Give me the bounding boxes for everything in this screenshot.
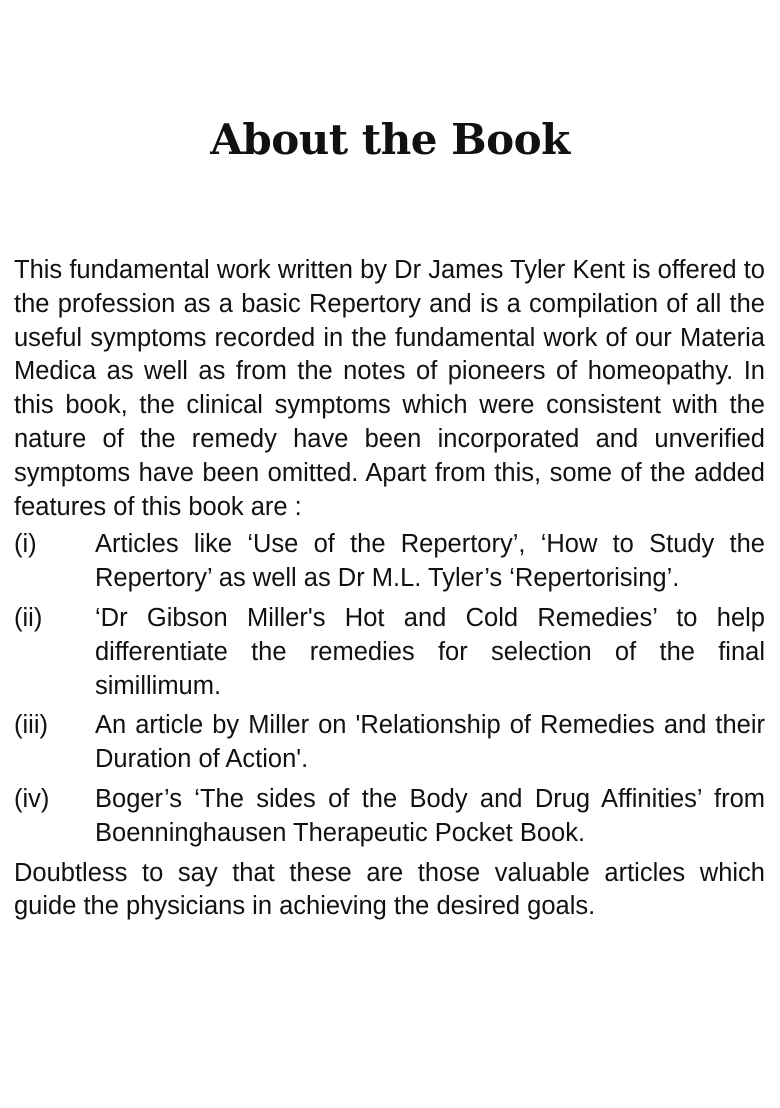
feature-item xyxy=(14,602,765,703)
feature-marker: (iii) xyxy=(14,711,48,740)
feature-marker: (iv) xyxy=(14,784,50,813)
feature-marker: (i) xyxy=(14,530,37,559)
feature-item xyxy=(14,783,765,851)
feature-text: Articles like ‘Use of the Repertory’, ‘How to Study the Repertory’ as well as Dr M.L. Tyler’s ‘Repertorising’. xyxy=(95,530,765,593)
features-list xyxy=(14,528,765,850)
feature-marker: (ii) xyxy=(14,603,43,632)
page-title: About the Book xyxy=(210,115,570,164)
intro-paragraph: This fundamental work written by Dr James Tyler Kent is offered to the profession as a basic Repertory and is a compilation of all the useful symptoms recorded in the fundamental work of our Materia Medica as well as from the notes of pioneers of homeopathy. In this book, the clinical symptoms which were consistent with the nature of the remedy have been incorporated and unverified symptoms have been omitted. Apart from this, some of the added features of this book are : xyxy=(14,256,765,521)
closing-paragraph: Doubtless to say that these are those valuable articles which guide the physicians in achieving the desired goals. xyxy=(14,858,765,921)
feature-item xyxy=(14,709,765,777)
about-body xyxy=(14,254,765,924)
feature-text: Boger’s ‘The sides of the Body and Drug Affinities’ from Boenninghausen Therapeutic Pocket Book. xyxy=(95,784,765,847)
feature-text: ‘Dr Gibson Miller's Hot and Cold Remedies’ to help differentiate the remedies for selection of the final simillimum. xyxy=(95,603,765,700)
feature-item xyxy=(14,528,765,596)
feature-text: An article by Miller on 'Relationship of Remedies and their Duration of Action'. xyxy=(95,711,765,774)
